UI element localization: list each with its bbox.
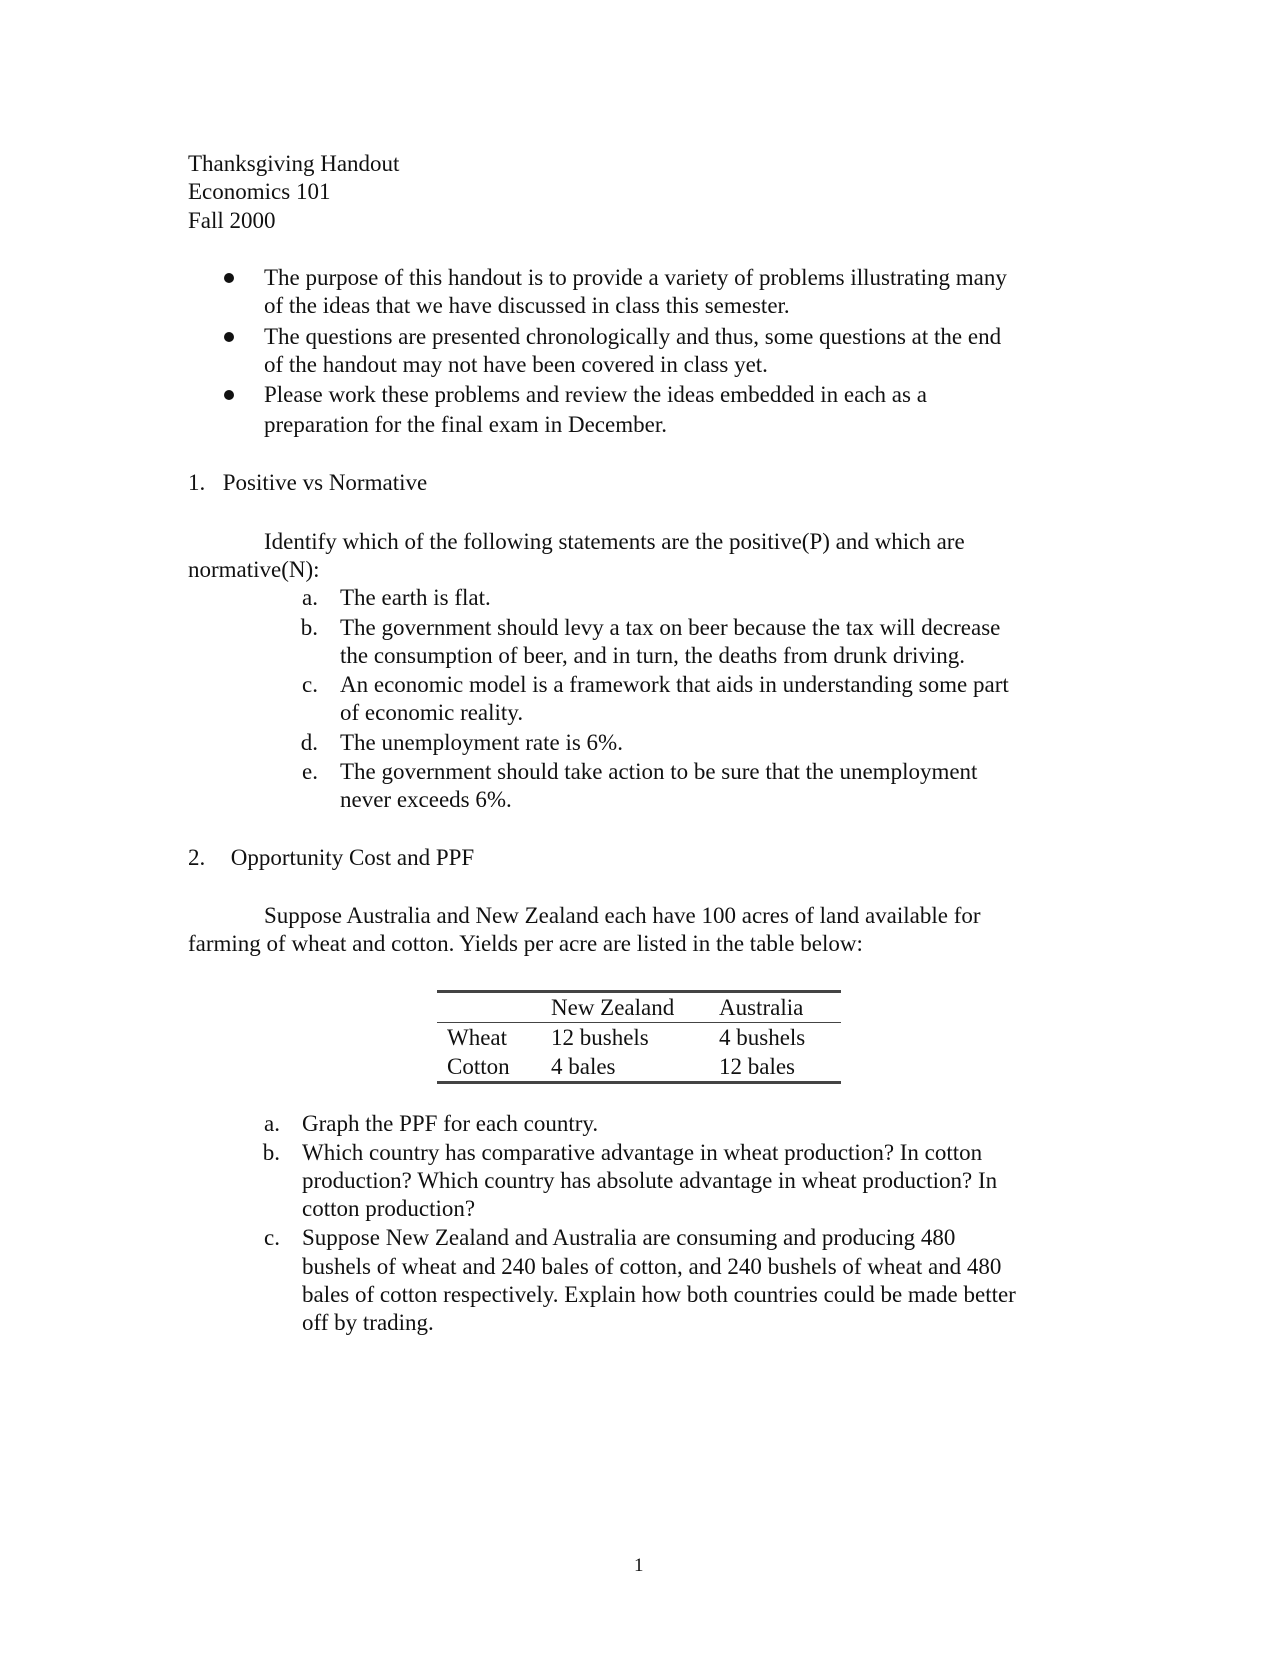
section-1-instruction-line-2: normative(N): — [188, 557, 320, 582]
handout-title: Thanksgiving Handout — [188, 151, 400, 176]
table-cell: 4 bushels — [719, 1024, 806, 1050]
section-1-title: Positive vs Normative — [222, 470, 428, 495]
item-letter: d. — [300, 730, 318, 755]
bullet-1-line-2: of the ideas that we have discussed in class this semester. — [264, 293, 790, 318]
statement-c-line-2: of economic reality. — [340, 700, 524, 725]
yields-table — [437, 990, 841, 1084]
table-row — [437, 1023, 841, 1053]
section-2-heading — [188, 844, 474, 872]
section-1-heading — [188, 469, 427, 497]
table-header-cell: Australia — [709, 992, 841, 1023]
statement-e-line-1: The government should take action to be sure that the unemployment — [340, 759, 978, 784]
item-letter: c. — [302, 672, 318, 697]
question-c-line-1: Suppose New Zealand and Australia are consuming and producing 480 — [302, 1225, 956, 1250]
bullet-2-line-2: of the handout may not have been covered in class yet. — [264, 352, 768, 377]
bullet-2-line-1: The questions are presented chronologically and thus, some questions at the end — [264, 324, 1002, 349]
table-row — [437, 1052, 841, 1083]
section-2-intro-line-2: farming of wheat and cotton. Yields per acre are listed in the table below: — [188, 931, 863, 956]
statement-b-line-2: the consumption of beer, and in turn, the deaths from drunk driving. — [340, 643, 966, 668]
section-1-number: 1. — [188, 470, 206, 495]
table-header-cell — [437, 992, 541, 1023]
item-letter: e. — [302, 759, 318, 784]
table-cell: Wheat — [447, 1024, 508, 1050]
question-c-line-4: off by trading. — [302, 1310, 434, 1335]
bullet-icon — [224, 390, 234, 400]
question-c-line-2: bushels of wheat and 240 bales of cotton, and 240 bushels of wheat and 480 — [302, 1254, 1002, 1279]
bullet-icon — [224, 273, 234, 283]
statement-a-line-1: The earth is flat. — [340, 585, 491, 610]
bullet-1-line-1: The purpose of this handout is to provide a variety of problems illustrating many — [264, 265, 1007, 290]
item-letter: a. — [302, 585, 318, 610]
table-cell: 12 bushels — [551, 1024, 649, 1050]
item-letter: b. — [300, 615, 318, 640]
table-header-cell: New Zealand — [541, 992, 709, 1023]
table-cell: Cotton — [447, 1053, 510, 1079]
section-2-number: 2. — [188, 845, 206, 870]
question-b-line-1: Which country has comparative advantage in wheat production? In cotton — [302, 1140, 983, 1165]
term: Fall 2000 — [188, 208, 276, 233]
section-2-intro-line-1: Suppose Australia and New Zealand each have 100 acres of land available for — [264, 903, 981, 928]
bullet-3-line-1: Please work these problems and review the ideas embedded in each as a — [264, 382, 927, 407]
course-name: Economics 101 — [188, 179, 331, 204]
bullet-3-line-2: preparation for the final exam in December. — [264, 412, 667, 437]
question-b-line-2: production? Which country has absolute advantage in wheat production? In — [302, 1168, 998, 1193]
statement-c-line-1: An economic model is a framework that aids in understanding some part — [340, 672, 1009, 697]
page-number: 1 — [634, 1555, 644, 1576]
question-a-line-1: Graph the PPF for each country. — [302, 1111, 599, 1136]
table-header-row — [437, 992, 841, 1023]
question-b-line-3: cotton production? — [302, 1196, 476, 1221]
table-cell: 4 bales — [551, 1053, 616, 1079]
item-letter: b. — [262, 1140, 280, 1165]
statement-e-line-2: never exceeds 6%. — [340, 787, 512, 812]
section-2-title: Opportunity Cost and PPF — [230, 845, 475, 870]
bullet-icon — [224, 332, 234, 342]
item-letter: c. — [264, 1225, 280, 1250]
section-1-instruction-line-1: Identify which of the following statements are the positive(P) and which are — [264, 529, 965, 554]
item-letter: a. — [264, 1111, 280, 1136]
question-c-line-3: bales of cotton respectively. Explain how both countries could be made better — [302, 1282, 1016, 1307]
table-cell: 12 bales — [719, 1053, 796, 1079]
statement-b-line-1: The government should levy a tax on beer because the tax will decrease — [340, 615, 1001, 640]
statement-d-line-1: The unemployment rate is 6%. — [340, 730, 623, 755]
